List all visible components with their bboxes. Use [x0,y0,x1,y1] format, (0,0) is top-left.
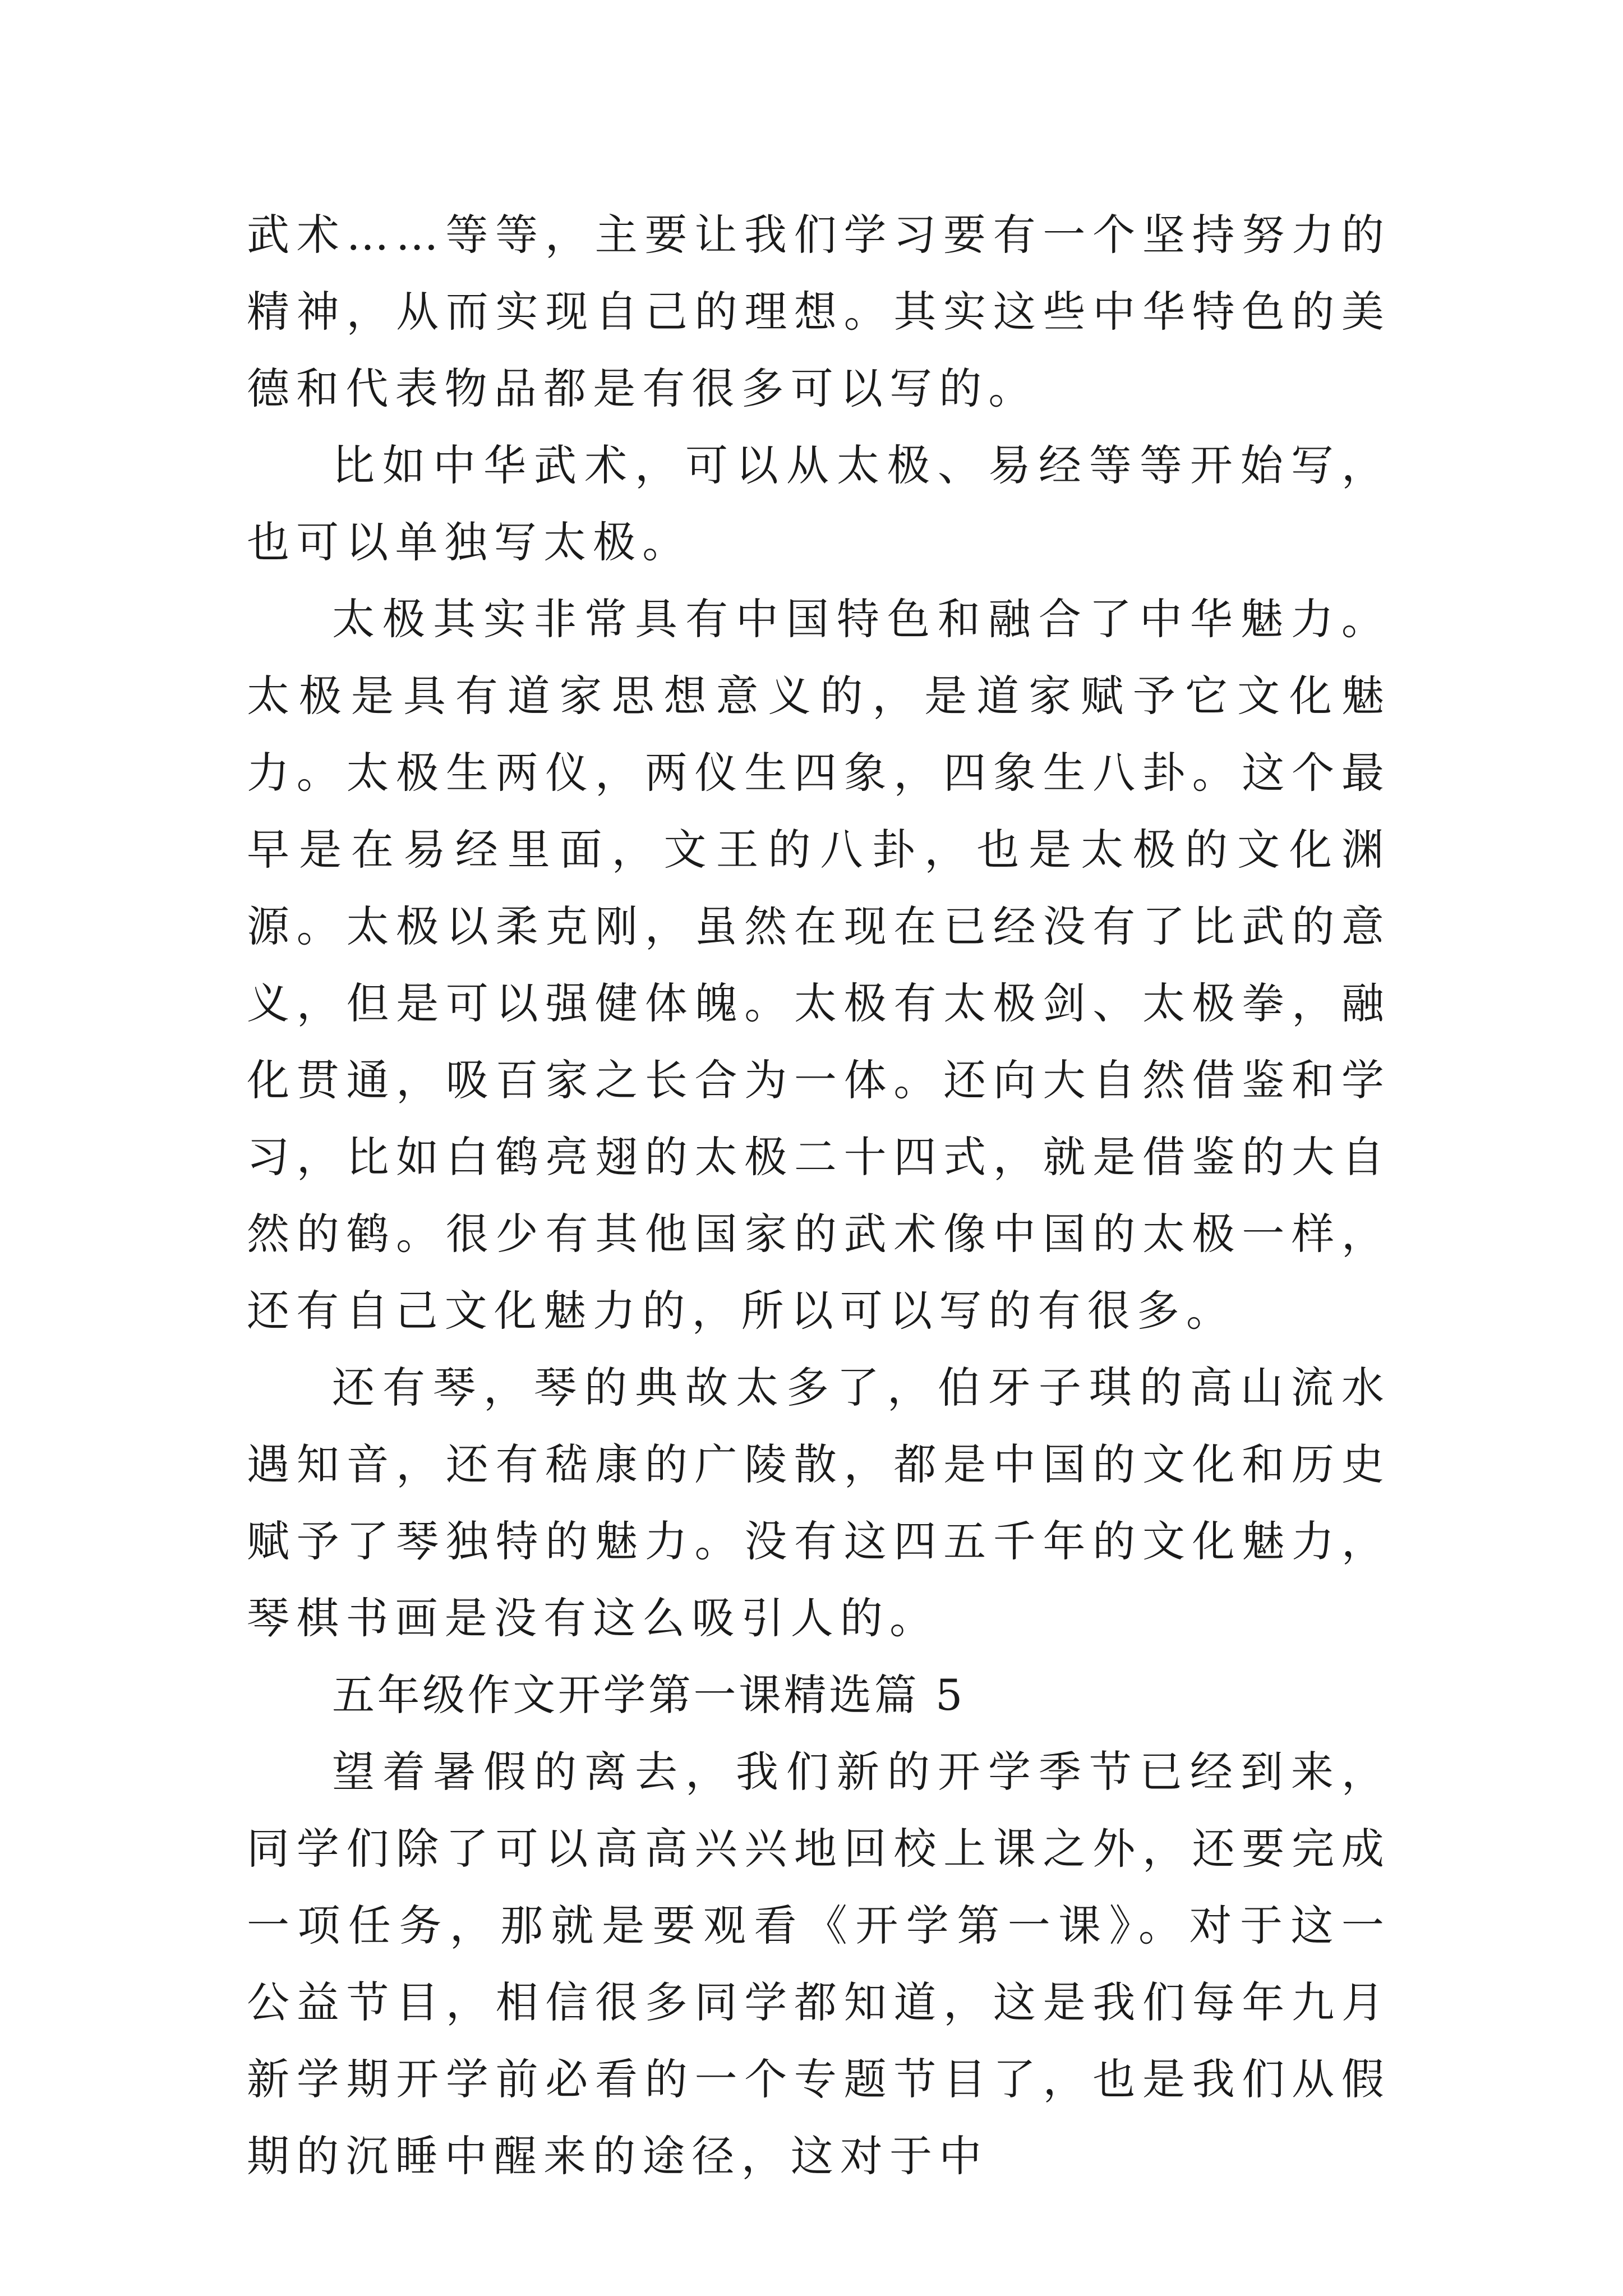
section-heading: 五年级作文开学第一课精选篇 5 [332,1670,965,1720]
paragraph-wushu: 比如中华武术，可以从太极、易经等等开始写，也可以单独写太极。 [247,440,1391,567]
paragraph-qin: 还有琴，琴的典故太多了，伯牙子琪的高山流水遇知音，还有嵇康的广陵散，都是中国的文化和历史赋予了琴独特的魅力。没有这四五千年的文化魅力，琴棋书画是没有这么吸引人的。 [247,1363,1391,1643]
paragraph-martial-arts-intro: 武术……等等，主要让我们学习要有一个坚持努力的精神，从而实现自己的理想。其实这些中华特色的美德和代表物品都是有很多可以写的。 [247,210,1391,413]
paragraph-opening-lesson: 望着暑假的离去，我们新的开学季节已经到来，同学们除了可以高高兴兴地回校上课之外，还要完成一项任务，那就是要观看《开学第一课》。对于这一公益节目，相信很多同学都知道，这是我们每年九月新学期开学前必看的一个专题节目了，也是我们从假期的沉睡中醒来的途径，这对于中 [247,1747,1391,2181]
paragraph-taiji: 太极其实非常具有中国特色和融合了中华魅力。太极是具有道家思想意义的，是道家赋予它文化魅力。太极生两仪，两仪生四象，四象生八卦。这个最早是在易经里面，文王的八卦，也是太极的文化渊源。太极以柔克刚，虽然在现在已经没有了比武的意义，但是可以强健体魄。太极有太极剑、太极拳，融化贯通，吸百家之长合为一体。还向大自然借鉴和学习，比如白鹤亮翅的太极二十四式，就是借鉴的大自然的鹤。很少有其他国家的武术像中国的太极一样，还有自己文化魅力的，所以可以写的有很多。 [247,594,1391,1336]
body-text [247,196,1391,2194]
